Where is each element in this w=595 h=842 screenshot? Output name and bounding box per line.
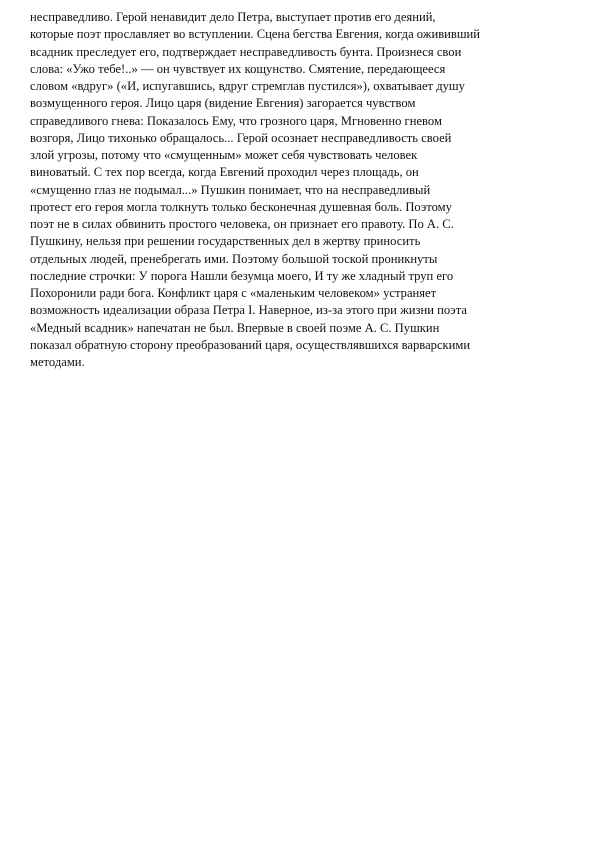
text-line: последние строчки: У порога Нашли безумца моего, И ту же хладный труп его <box>30 268 454 283</box>
text-line: словом «вдруг» («И, испугавшись, вдруг стремглав пустился»), охватывает душу <box>30 79 465 93</box>
text-line: показал обратную сторону преобразований царя, осуществлявшихся варварскими <box>30 337 471 352</box>
text-line: возможность идеализации образа Петра I. Наверное, из-за этого при жизни поэта <box>30 303 467 318</box>
text-line: Пушкину, нельзя при решении государственных дел в жертву приносить <box>30 234 421 249</box>
text-line: злой угрозы, потому что «смущенным» может себя чувствовать человек <box>30 148 418 162</box>
text-line: слова: «Ужо тебе!..» — он чувствует их кощунство. Смятение, передающееся <box>30 61 446 76</box>
text-line: протест его героя могла толкнуть только бесконечная душевная боль. Поэтому <box>30 199 452 214</box>
essay-text <box>30 9 590 371</box>
text-line: несправедливо. Герой ненавидит дело Петра, выступает против его деяний, <box>30 10 436 24</box>
text-line: «смущенно глаз не подымал...» Пушкин понимает, что на несправедливый <box>30 182 431 197</box>
text-line: всадник преследует его, подтверждает несправедливость бунта. Произнеся свои <box>30 44 462 59</box>
text-line: методами. <box>30 355 85 369</box>
text-line: возмущенного героя. Лицо царя (видение Евгения) загорается чувством <box>30 96 416 111</box>
text-line: возгоря, Лицо тихонько обращалось... Герой осознает несправедливость своей <box>30 130 452 145</box>
text-line: справедливого гнева: Показалось Ему, что грозного царя, Мгновенно гневом <box>30 113 442 128</box>
text-line: виноватый. С тех пор всегда, когда Евгений проходил через площадь, он <box>30 165 419 180</box>
text-line: «Медный всадник» напечатан не был. Впервые в своей поэме А. С. Пушкин <box>30 320 440 335</box>
text-line: которые поэт прославляет во вступлении. Сцена бегства Евгения, когда ожививший <box>30 27 481 42</box>
text-line: Похоронили ради бога. Конфликт царя с «маленьким человеком» устраняет <box>30 286 437 300</box>
text-line: отдельных людей, пренебрегать ими. Поэтому большой тоской проникнуты <box>30 251 438 266</box>
text-line: поэт не в силах обвинить простого человека, он признает его правоту. По А. С. <box>30 217 454 231</box>
